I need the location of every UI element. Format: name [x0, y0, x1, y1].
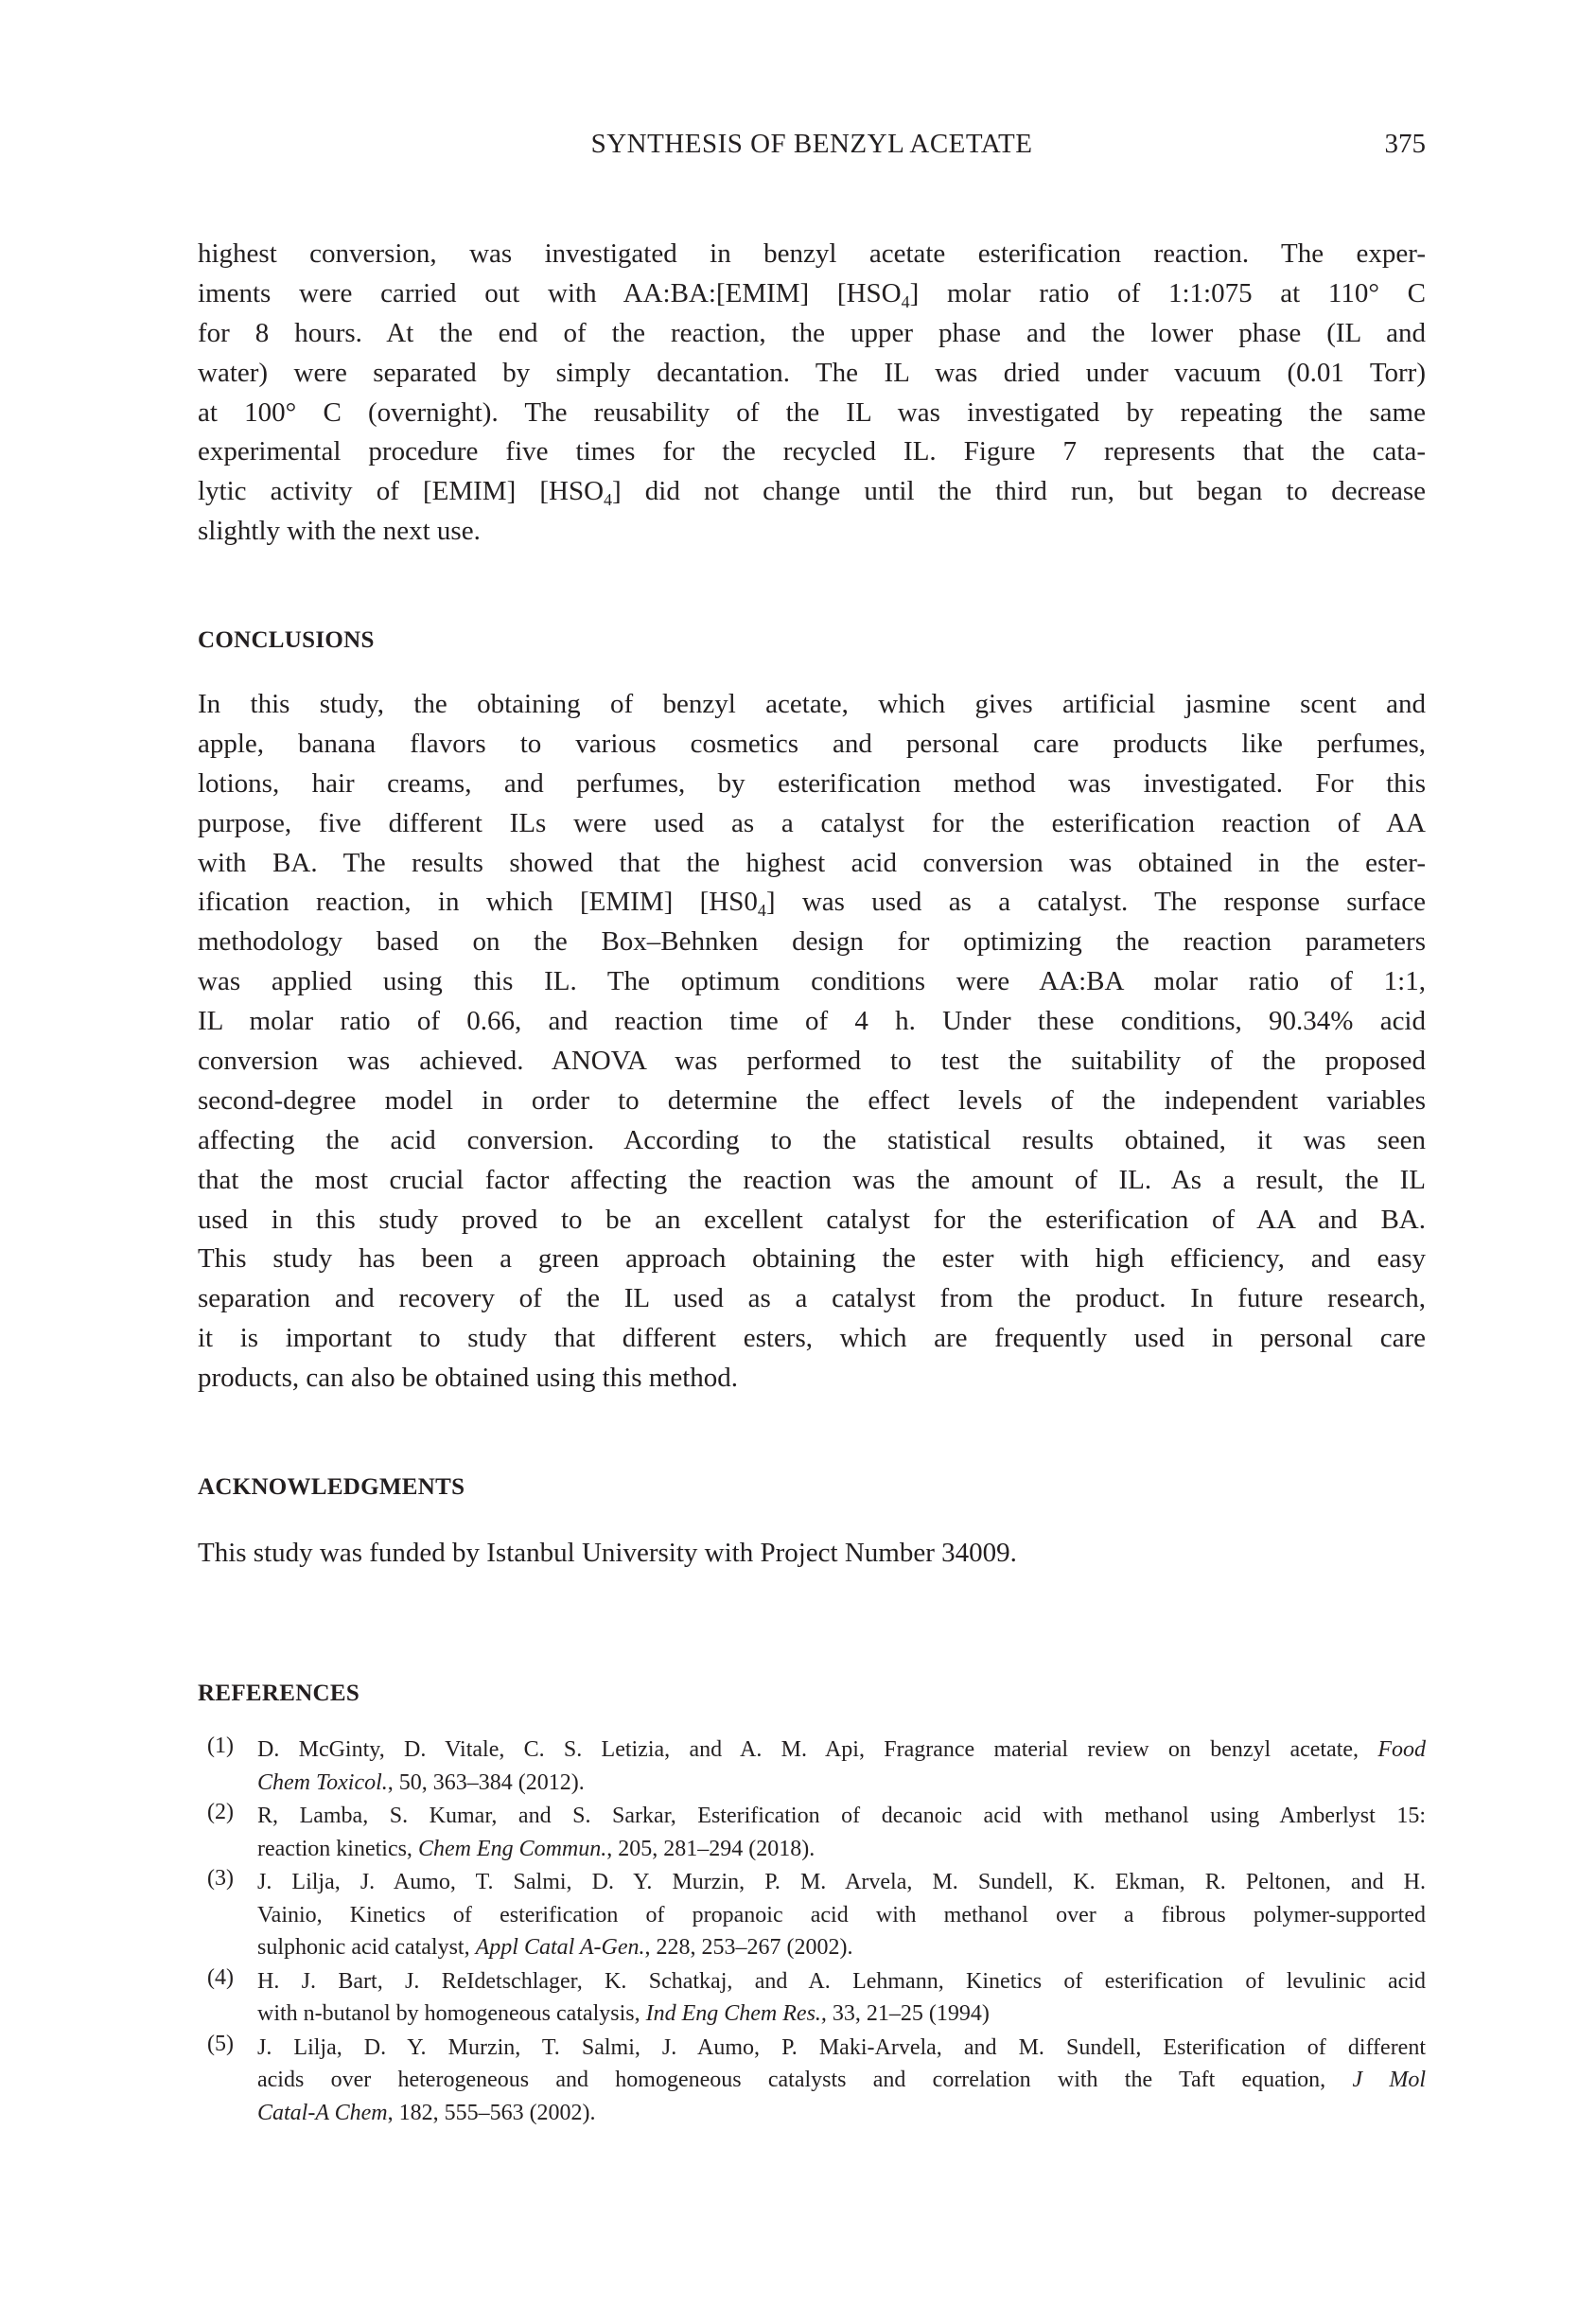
text: , 205, 281–294 (2018).: [606, 1836, 816, 1861]
text: ification reaction, in which [EMIM] [HS0: [198, 887, 758, 918]
reference-number: (4): [207, 1964, 234, 1990]
text-line: with BA. The results showed that the highest acid conversion was obtained in the ester-: [198, 847, 1426, 878]
text-line: [257, 2064, 1426, 2097]
text: iments were carried out with AA:BA:[EMIM] [HSO: [198, 277, 902, 308]
reference-item: [198, 1866, 1426, 1964]
text: ] did not change until the third run, but began to decrease: [612, 476, 1427, 507]
text-line: J. Lilja, D. Y. Murzin, T. Salmi, J. Aumo, P. Maki-Arvela, and M. Sundell, Esterification of different: [257, 2034, 1426, 2060]
text-line: [257, 1767, 1426, 1800]
text-line: purpose, five different ILs were used as a catalyst for the esterification reaction of AA: [198, 807, 1426, 838]
text-line: apple, banana flavors to various cosmetics and personal care products like perfumes,: [198, 728, 1426, 759]
text-line: Vainio, Kinetics of esterification of propanoic acid with methanol over a fibrous polymer-supported: [257, 1902, 1426, 1928]
running-title: SYNTHESIS OF BENZYL ACETATE: [590, 129, 1033, 159]
section-heading-acknowledgments: ACKNOWLEDGMENTS: [198, 1474, 465, 1500]
text-line: R, Lamba, S. Kumar, and S. Sarkar, Esterification of decanoic acid with methanol using Amberlyst 15:: [257, 1804, 1426, 1828]
text-line: used in this study proved to be an excellent catalyst for the esterification of AA and BA.: [198, 1204, 1426, 1235]
text-line: IL molar ratio of 0.66, and reaction time of 4 h. Under these conditions, 90.34% acid: [198, 1006, 1426, 1037]
text-line: [257, 1833, 1426, 1866]
text-line: [198, 472, 1426, 512]
text-line: that the most crucial factor affecting the reaction was the amount of IL. As a result, the IL: [198, 1164, 1426, 1195]
journal: Catal-A Chem: [257, 2100, 388, 2125]
text-line: [257, 1734, 1426, 1767]
text-line: This study has been a green approach obtaining the ester with high efficiency, and easy: [198, 1243, 1426, 1275]
journal: Chem Toxicol.: [257, 1769, 388, 1795]
text-line: experimental procedure five times for the recycled IL. Figure 7 represents that the cata-: [198, 436, 1426, 467]
text: , 182, 555–563 (2002).: [387, 2100, 596, 2125]
subscript: 4: [757, 901, 766, 921]
reference-item: [198, 1734, 1426, 1799]
reference-item: [198, 1965, 1426, 2031]
text-line: [198, 883, 1426, 923]
text: ] was used as a catalyst. The response surface: [765, 887, 1427, 918]
text-line: conversion was achieved. ANOVA was performed to test the suitability of the proposed: [198, 1046, 1426, 1077]
text: ] molar ratio of 1:1:075 at 110° C: [909, 277, 1426, 308]
section-heading-conclusions: CONCLUSIONS: [198, 627, 375, 653]
text: , 50, 363–384 (2012).: [387, 1769, 585, 1795]
subscript: 4: [604, 490, 613, 510]
text-line: This study was funded by Istanbul University with Project Number 34009.: [198, 1538, 1017, 1568]
reference-item: [198, 2032, 1426, 2130]
text-line: [257, 2097, 1426, 2130]
journal: Appl Catal A-Gen.: [475, 1935, 645, 1960]
reference-number: (3): [207, 1866, 234, 1891]
text-line: [257, 1931, 1426, 1964]
text: , 228, 253–267 (2002).: [644, 1935, 853, 1960]
text: D. McGinty, D. Vitale, C. S. Letizia, and A. M. Api, Fragrance material review on benzyl acetate,: [257, 1737, 1359, 1762]
text-line: J. Lilja, J. Aumo, T. Salmi, D. Y. Murzin, P. M. Arvela, M. Sundell, K. Ekman, R. Peltonen, and H.: [257, 1870, 1426, 1894]
text: 33, 21–25 (1994): [826, 2001, 990, 2026]
text-line: separation and recovery of the IL used as a catalyst from the product. In future research,: [198, 1283, 1426, 1314]
text-line: water) were separated by simply decantation. The IL was dried under vacuum (0.01 Torr): [198, 357, 1426, 388]
acknowledgments-paragraph: [198, 1534, 1426, 1574]
section-heading-references: REFERENCES: [198, 1681, 360, 1706]
reference-item: [198, 1800, 1426, 1865]
conclusions-paragraph: [198, 685, 1426, 1399]
text-line: for 8 hours. At the end of the reaction, the upper phase and the lower phase (IL and: [198, 317, 1426, 348]
text: acids over heterogeneous and homogeneous catalysts and correlation with the Taft equation,: [257, 2068, 1326, 2092]
text-line: In this study, the obtaining of benzyl acetate, which gives artificial jasmine scent and: [198, 689, 1426, 719]
journal: Chem Eng Commun.: [417, 1836, 607, 1861]
reference-number: (2): [207, 1800, 234, 1824]
journal: Ind Eng Chem Res.,: [645, 2001, 827, 2026]
text-line: it is important to study that different esters, which are frequently used in personal care: [198, 1323, 1426, 1354]
reference-number: (1): [207, 1734, 234, 1758]
text-line: highest conversion, was investigated in benzyl acetate esterification reaction. The exper-: [198, 238, 1426, 269]
text-line: was applied using this IL. The optimum conditions were AA:BA molar ratio of 1:1,: [198, 966, 1426, 997]
journal: Food: [1377, 1737, 1426, 1762]
subscript: 4: [901, 291, 910, 311]
text-line: affecting the acid conversion. According to the statistical results obtained, it was seen: [198, 1124, 1426, 1155]
text: lytic activity of [EMIM] [HSO: [198, 476, 605, 507]
text-line: H. J. Bart, J. ReIdetschlager, K. Schatkaj, and A. Lehmann, Kinetics of esterification of levulinic acid: [257, 1968, 1426, 1994]
text: sulphonic acid catalyst,: [257, 1935, 476, 1960]
body-paragraph: [198, 235, 1426, 552]
text-line: at 100° C (overnight). The reusability of the IL was investigated by repeating the same: [198, 396, 1426, 428]
reference-number: (5): [207, 2031, 234, 2056]
text: reaction kinetics,: [257, 1836, 418, 1861]
text-line: [198, 274, 1426, 314]
journal: J Mol: [1352, 2068, 1427, 2092]
page-number: 375: [1384, 129, 1426, 159]
text-line: lotions, hair creams, and perfumes, by esterification method was investigated. For this: [198, 767, 1426, 799]
text-line: slightly with the next use.: [198, 516, 481, 547]
text-line: [257, 1998, 1426, 2031]
text-line: second-degree model in order to determine the effect levels of the independent variables: [198, 1084, 1426, 1116]
text: with n-butanol by homogeneous catalysis,: [257, 2001, 646, 2026]
text-line: methodology based on the Box–Behnken design for optimizing the reaction parameters: [198, 926, 1426, 958]
text-line: products, can also be obtained using this method.: [198, 1363, 739, 1394]
reference-list: [198, 1734, 1426, 2130]
